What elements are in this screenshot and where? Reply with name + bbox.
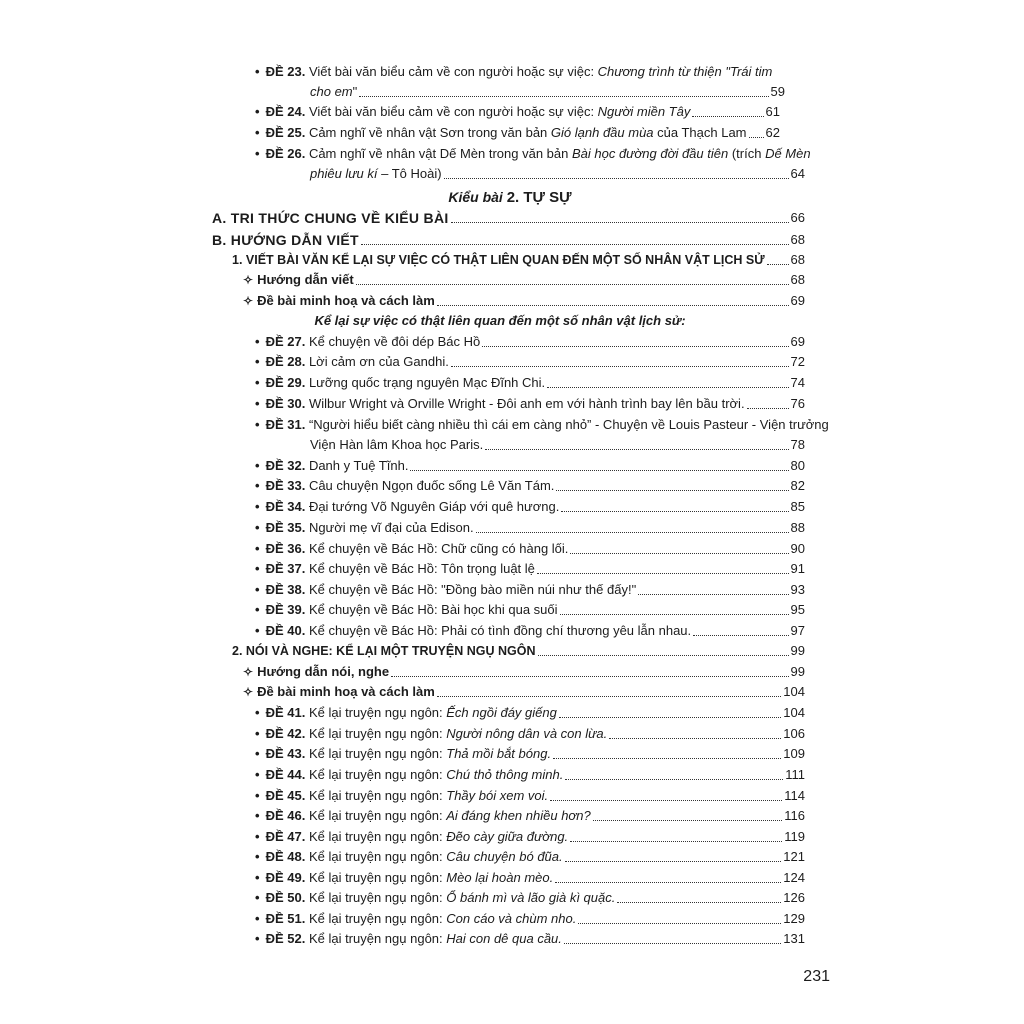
entry-italic: Ai đáng khen nhiều hơn? [446,808,591,823]
entry-italic: Chú thỏ thông minh. [446,767,564,782]
toc-entry-de-45 [255,788,805,804]
page-ref: 111 [785,767,805,782]
bullet-icon: • [255,746,260,761]
toc-entry-de-33 [255,478,805,494]
toc-entry-de-36 [255,541,805,557]
entry-label: ĐỀ 28. [265,354,306,369]
entry-label: ĐỀ 47. [265,829,306,844]
entry-label: ĐỀ 30. [265,396,306,411]
bullet-icon: • [255,890,260,905]
page-ref: 91 [790,561,805,576]
entry-label: ĐỀ 39. [265,602,306,617]
entry-italic: Gió lạnh đầu mùa [550,125,654,140]
entry-label: ĐỀ 50. [265,890,306,905]
entry-text: Wilbur Wright và Orville Wright - Đôi anh em với hành trình bay lên bầu trời. [308,396,745,411]
entry-text: Cảm nghĩ về nhân vật Dế Mèn trong văn bản [308,146,572,161]
entry-cont: Viện Hàn lâm Khoa học Paris. [310,437,484,452]
toc-entry-de-47 [255,829,805,845]
entry-italic: Thả mồi bắt bóng. [446,746,552,761]
page-ref: 124 [783,870,805,885]
bullet-icon: • [255,602,260,617]
sub1-heading: Kể lại sự việc có thật liên quan đến một số nhân vật lịch sử: [314,313,686,328]
entry-text: Kể lại truyện ngụ ngôn: [308,829,447,844]
entry-text: Kể lại truyện ngụ ngôn: [308,890,447,905]
bullet-icon: • [255,870,260,885]
sub-item-label: Đề bài minh hoạ và cách làm [257,293,435,308]
dot-leader [559,717,781,718]
entry-italic-2: Dế Mèn [765,146,811,161]
entry-label: ĐỀ 40. [265,623,306,638]
entry-label: ĐỀ 27. [265,334,306,349]
bullet-icon: • [255,354,260,369]
diamond-icon: ✧ [243,273,254,287]
entry-italic-cont: phiêu lưu kí [310,166,378,181]
toc-entry-de-23-cont [310,84,785,100]
page-ref: 126 [783,890,805,905]
dot-leader [560,614,789,615]
entry-italic: Chương trình từ thiện "Trái tim [597,64,773,79]
entry-text: Kể chuyện về đôi dép Bác Hồ [308,334,481,349]
dot-leader [451,366,789,367]
dot-leader [359,96,768,97]
page-ref: 69 [790,334,805,349]
entry-text: Đại tướng Võ Nguyên Giáp với quê hương. [308,499,560,514]
page-ref: 95 [790,602,805,617]
subsection-2 [232,643,805,659]
sub1-item-huong-dan-viet [243,272,805,288]
dot-leader [767,264,789,265]
bullet-icon: • [255,561,260,576]
dot-leader [638,594,788,595]
section-a [212,210,805,226]
entry-italic: Người nông dân và con lừa. [446,726,608,741]
toc-entry-de-28 [255,354,805,370]
subsection-1-label: 1. VIẾT BÀI VĂN KỂ LẠI SỰ VIỆC CÓ THẬT LIÊN QUAN ĐẾN MỘT SỐ NHÂN VẬT LỊCH SỬ [232,253,765,267]
entry-text: Kể lại truyện ngụ ngôn: [308,870,447,885]
bullet-icon: • [255,417,260,432]
dot-leader [485,449,788,450]
dot-leader [437,305,789,306]
bullet-icon: • [255,788,260,803]
entry-label: ĐỀ 37. [265,561,306,576]
entry-text: Kể lại truyện ngụ ngôn: [308,849,447,864]
sub1-item-de-bai-minh-hoa [243,293,805,309]
dot-leader [570,841,782,842]
entry-text: Kể chuyện về Bác Hồ: Phải có tình đồng chí thương yêu lẫn nhau. [308,623,692,638]
bullet-icon: • [255,582,260,597]
bullet-icon: • [255,478,260,493]
page-ref: 66 [790,210,805,225]
bullet-icon: • [255,64,260,79]
entry-text: Kể lại truyện ngụ ngôn: [308,788,447,803]
page-ref: 104 [783,705,805,720]
dot-leader [609,738,781,739]
toc-entry-de-25 [255,125,780,141]
entry-text: Kể chuyện về Bác Hồ: Bài học khi qua suối [308,602,558,617]
bullet-icon: • [255,499,260,514]
dot-leader [578,923,781,924]
page-ref: 97 [790,623,805,638]
entry-text: “Người hiểu biết càng nhiều thì cái em càng nhỏ” - Chuyện về Louis Pasteur - Viện trưởng [308,417,829,432]
dot-leader [565,861,782,862]
toc-entry-de-26-cont [310,166,805,182]
toc-entry-de-39 [255,602,805,618]
bullet-icon: • [255,623,260,638]
entry-label: ĐỀ 32. [265,458,306,473]
bullet-icon: • [255,829,260,844]
diamond-icon: ✧ [243,665,254,679]
entry-italic: Thầy bói xem voi. [446,788,549,803]
entry-text: Kể lại truyện ngụ ngôn: [308,911,447,926]
toc-entry-de-43 [255,746,805,762]
toc-entry-de-34 [255,499,805,515]
entry-label: ĐỀ 51. [265,911,306,926]
dot-leader [617,902,781,903]
page-ref: 93 [790,582,805,597]
dot-leader [553,758,781,759]
entry-label: ĐỀ 34. [265,499,306,514]
entry-label: ĐỀ 44. [265,767,306,782]
entry-label: ĐỀ 38. [265,582,306,597]
entry-label: ĐỀ 25. [265,125,306,140]
entry-label: ĐỀ 41. [265,705,306,720]
entry-label: ĐỀ 24. [265,104,306,119]
entry-label: ĐỀ 43. [265,746,306,761]
entry-text: Lời cảm ơn của Gandhi. [308,354,449,369]
bullet-icon: • [255,125,260,140]
page-ref: 78 [790,437,805,452]
toc-entry-de-48 [255,849,805,865]
toc-entry-de-23 [255,64,785,80]
entry-text: Kể lại truyện ngụ ngôn: [308,931,447,946]
entry-text: Cảm nghĩ về nhân vật Sơn trong văn bản [308,125,551,140]
dot-leader [537,573,789,574]
entry-label: ĐỀ 42. [265,726,306,741]
section-b [212,232,805,248]
entry-tail: (trích [728,146,766,161]
dot-leader [749,137,764,138]
bullet-icon: • [255,396,260,411]
dot-leader [451,222,789,223]
sub-item-label: Đề bài minh hoạ và cách làm [257,684,435,699]
entry-label: ĐỀ 45. [265,788,306,803]
toc-entry-de-29 [255,375,805,391]
section-kieu-bai-title [380,189,640,206]
page-ref: 88 [790,520,805,535]
entry-text: Câu chuyện Ngọn đuốc sống Lê Văn Tám. [308,478,555,493]
section-b-label: B. HƯỚNG DẪN VIẾT [212,232,359,248]
bullet-icon: • [255,726,260,741]
entry-text: Lưỡng quốc trạng nguyên Mạc Đĩnh Chi. [308,375,546,390]
page-ref: 76 [790,396,805,411]
toc-entry-de-44 [255,767,805,783]
dot-leader [565,779,783,780]
bullet-icon: • [255,705,260,720]
page-ref: 129 [783,911,805,926]
bullet-icon: • [255,520,260,535]
toc-entry-de-41 [255,705,805,721]
dot-leader [556,490,788,491]
dot-leader [444,178,789,179]
toc-entry-de-30 [255,396,805,412]
page-ref: 99 [790,643,805,658]
entry-text: Kể lại truyện ngụ ngôn: [308,705,447,720]
entry-label: ĐỀ 46. [265,808,306,823]
bullet-icon: • [255,375,260,390]
bullet-icon: • [255,767,260,782]
page-ref: 114 [784,788,805,803]
dot-leader [593,820,783,821]
dot-leader [555,882,781,883]
toc-entry-de-42 [255,726,805,742]
page-ref: 85 [790,499,805,514]
entry-text: Viết bài văn biểu cảm về con người hoặc sự việc: [308,104,598,119]
entry-tail: của Thạch Lam [653,125,747,140]
dot-leader [476,532,789,533]
entry-label: ĐỀ 31. [265,417,306,432]
dot-leader [692,116,763,117]
kieu-bai-title: 2. TỰ SỰ [506,189,572,206]
sub-item-label: Hướng dẫn viết [257,272,354,287]
subsection-2-label: 2. NÓI VÀ NGHE: KỂ LẠI MỘT TRUYỆN NGỤ NGÔN [232,644,536,658]
page-ref: 69 [790,293,805,308]
entry-text: Kể lại truyện ngụ ngôn: [308,808,447,823]
page-number: 231 [803,968,830,985]
toc-entry-de-50 [255,890,805,906]
toc-entry-de-37 [255,561,805,577]
entry-text: Kể chuyện về Bác Hồ: Tôn trọng luật lệ [308,561,535,576]
entry-italic: Mèo lại hoàn mèo. [446,870,554,885]
dot-leader [391,676,788,677]
toc-entry-de-46 [255,808,805,824]
page-ref: 59 [770,84,785,99]
entry-label: ĐỀ 35. [265,520,306,535]
page-ref: 62 [765,125,780,140]
dot-leader [561,511,788,512]
dot-leader [747,408,789,409]
bullet-icon: • [255,334,260,349]
bullet-icon: • [255,146,260,161]
sub2-item-huong-dan-noi-nghe [243,664,805,680]
dot-leader [482,346,788,347]
dot-leader [410,470,788,471]
toc-entry-de-24 [255,104,780,120]
bullet-icon: • [255,808,260,823]
page-ref: 99 [790,664,805,679]
dot-leader [547,387,788,388]
page-ref: 121 [783,849,805,864]
toc-entry-de-51 [255,911,805,927]
entry-label: ĐỀ 29. [265,375,306,390]
entry-italic: Người miền Tây [597,104,691,119]
entry-italic: Bài học đường đời đầu tiên [571,146,729,161]
subsection-1 [232,252,805,268]
page-ref: 104 [783,684,805,699]
entry-label: ĐỀ 52. [265,931,306,946]
entry-text: Kể chuyện về Bác Hồ: Chữ cũng có hàng lối. [308,541,569,556]
entry-text: Kể lại truyện ngụ ngôn: [308,746,447,761]
page-ref: 80 [790,458,805,473]
dot-leader [538,655,789,656]
entry-italic: Hai con dê qua cầu. [446,931,562,946]
entry-text: Danh y Tuệ Tĩnh. [308,458,409,473]
dot-leader [361,244,789,245]
toc-entry-de-31 [255,417,829,433]
bullet-icon: • [255,911,260,926]
page-ref: 68 [790,252,805,267]
kieu-bai-prefix: Kiểu bài [448,189,507,205]
page-ref: 109 [783,746,805,761]
entry-label: ĐỀ 26. [265,146,306,161]
toc-entry-de-35 [255,520,805,536]
diamond-icon: ✧ [243,685,254,699]
toc-entry-de-49 [255,870,805,886]
dot-leader [570,553,788,554]
page-ref: 68 [790,232,805,247]
page-ref: 131 [783,931,805,946]
page-ref: 106 [783,726,805,741]
entry-text: Viết bài văn biểu cảm về con người hoặc sự việc: [308,64,598,79]
bullet-icon: • [255,104,260,119]
dot-leader [437,696,782,697]
bullet-icon: • [255,849,260,864]
entry-label: ĐỀ 48. [265,849,306,864]
toc-entry-de-52 [255,931,805,947]
sub-item-label: Hướng dẫn nói, nghe [257,664,390,679]
entry-italic: Con cáo và chùm nho. [446,911,577,926]
bullet-icon: • [255,931,260,946]
entry-italic: Câu chuyện bó đũa. [446,849,563,864]
entry-label: ĐỀ 49. [265,870,306,885]
section-a-label: A. TRI THỨC CHUNG VỀ KIỂU BÀI [212,210,449,226]
entry-label: ĐỀ 33. [265,478,306,493]
bullet-icon: • [255,541,260,556]
dot-leader [564,943,781,944]
entry-label: ĐỀ 23. [265,64,306,79]
entry-text: Người mẹ vĩ đại của Edison. [308,520,474,535]
sub2-item-de-bai-minh-hoa [243,684,805,700]
entry-italic: Ổ bánh mì và lão già kì quặc. [446,890,616,905]
toc-entry-de-40 [255,623,805,639]
page-ref: 90 [790,541,805,556]
page-ref: 116 [784,808,805,823]
entry-italic-cont: cho em [310,84,353,99]
toc-entry-de-38 [255,582,805,598]
dot-leader [550,800,782,801]
page-ref: 61 [765,104,780,119]
toc-entry-de-31-cont [310,437,805,453]
entry-italic: Đẽo cày giữa đường. [446,829,569,844]
page-ref: 82 [790,478,805,493]
toc-entry-de-32 [255,458,805,474]
page-ref: 74 [790,375,805,390]
page-ref: 64 [790,166,805,181]
page-ref: 119 [784,829,805,844]
diamond-icon: ✧ [243,294,254,308]
entry-italic: Ếch ngồi đáy giếng [446,705,557,720]
entry-text: Kể lại truyện ngụ ngôn: [308,767,447,782]
toc-entry-de-27 [255,334,805,350]
entry-cont-tail: – Tô Hoài) [377,166,442,181]
entry-text: Kể chuyện về Bác Hồ: "Đồng bào miền núi như thế đấy!" [308,582,637,597]
dot-leader [356,284,789,285]
entry-cont-tail: " [352,84,358,99]
bullet-icon: • [255,458,260,473]
entry-text: Kể lại truyện ngụ ngôn: [308,726,447,741]
toc-entry-de-26 [255,146,811,162]
page-ref: 72 [790,354,805,369]
entry-label: ĐỀ 36. [265,541,306,556]
dot-leader [693,635,788,636]
page-ref: 68 [790,272,805,287]
